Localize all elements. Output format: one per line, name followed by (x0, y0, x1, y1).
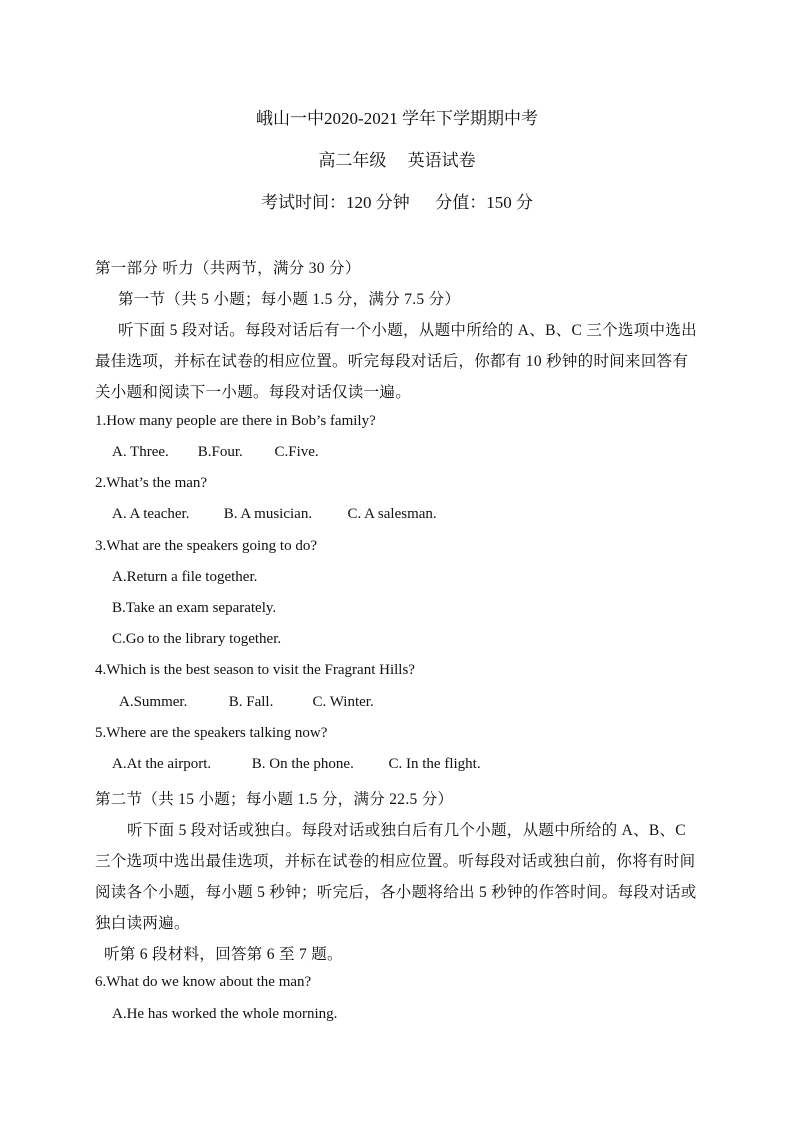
option-b: B. On the phone. (251, 756, 354, 772)
part1-heading: 第一部分 听力（共两节，满分 30 分） (95, 260, 361, 277)
option-a: A.At the airport. (112, 756, 212, 772)
option-c: C.Go to the library together. (112, 631, 282, 647)
section2-instruction-line: 阅读各个小题，每小题 5 秒钟；听完后，各小题将给出 5 秒钟的作答时间。每段对话或 (95, 884, 697, 901)
option-a: A.Summer. (119, 694, 188, 710)
option-c: C.Five. (274, 444, 319, 460)
section1-instruction-line: 关小题和阅读下一小题。每段对话仅读一遍。 (95, 384, 412, 401)
section2-instruction-line: 独白读两遍。 (95, 915, 190, 932)
question-stem: 2.What’s the man? (95, 475, 208, 491)
section1-instruction-line: 听下面 5 段对话。每段对话后有一个小题，从题中所给的 A、B、C 三个选项中选出 (118, 322, 697, 339)
option-a: A.Return a file together. (112, 569, 258, 585)
question-stem: 4.Which is the best season to visit the Fragrant Hills? (95, 662, 415, 678)
exam-subtitle: 高二年级 英语试卷 (318, 151, 476, 170)
question-options (112, 444, 319, 461)
question-stem: 3.What are the speakers going to do? (95, 538, 318, 554)
section2-instruction-line: 三个选项中选出最佳选项，并标在试卷的相应位置。听每段对话或独白前，你将有时间 (95, 853, 696, 870)
option-c: C. In the flight. (388, 756, 481, 772)
question-options (112, 506, 437, 523)
option-a: A. A teacher. (112, 506, 190, 522)
exam-title: 峨山一中2020-2021 学年下学期期中考 (256, 109, 538, 128)
section1-heading: 第一节（共 5 小题；每小题 1.5 分，满分 7.5 分） (118, 291, 461, 308)
option-b: B.Four. (197, 444, 243, 460)
exam-info: 考试时间：120 分钟 分值：150 分 (261, 193, 533, 212)
section1-instruction-line: 最佳选项，并标在试卷的相应位置。听完每段对话后，你都有 10 秒钟的时间来回答有 (95, 353, 689, 370)
question-stem: 1.How many people are there in Bob’s family? (95, 413, 376, 429)
option-a: A. Three. (112, 444, 169, 460)
material-note: 听第 6 段材料，回答第 6 至 7 题。 (104, 946, 343, 963)
option-c: C. A salesman. (347, 506, 437, 522)
question-options (119, 694, 374, 711)
option-c: C. Winter. (312, 694, 374, 710)
question-stem: 5.Where are the speakers talking now? (95, 725, 328, 741)
option-b: B.Take an exam separately. (112, 600, 277, 616)
option-b: B. Fall. (228, 694, 274, 710)
section2-heading: 第二节（共 15 小题；每小题 1.5 分，满分 22.5 分） (95, 791, 454, 808)
section2-instruction-line: 听下面 5 段对话或独白。每段对话或独白后有几个小题，从题中所给的 A、B、C (127, 822, 686, 839)
question-options (112, 756, 481, 773)
option-b: B. A musician. (223, 506, 313, 522)
option-a: A.He has worked the whole morning. (112, 1006, 338, 1022)
question-stem: 6.What do we know about the man? (95, 974, 312, 990)
